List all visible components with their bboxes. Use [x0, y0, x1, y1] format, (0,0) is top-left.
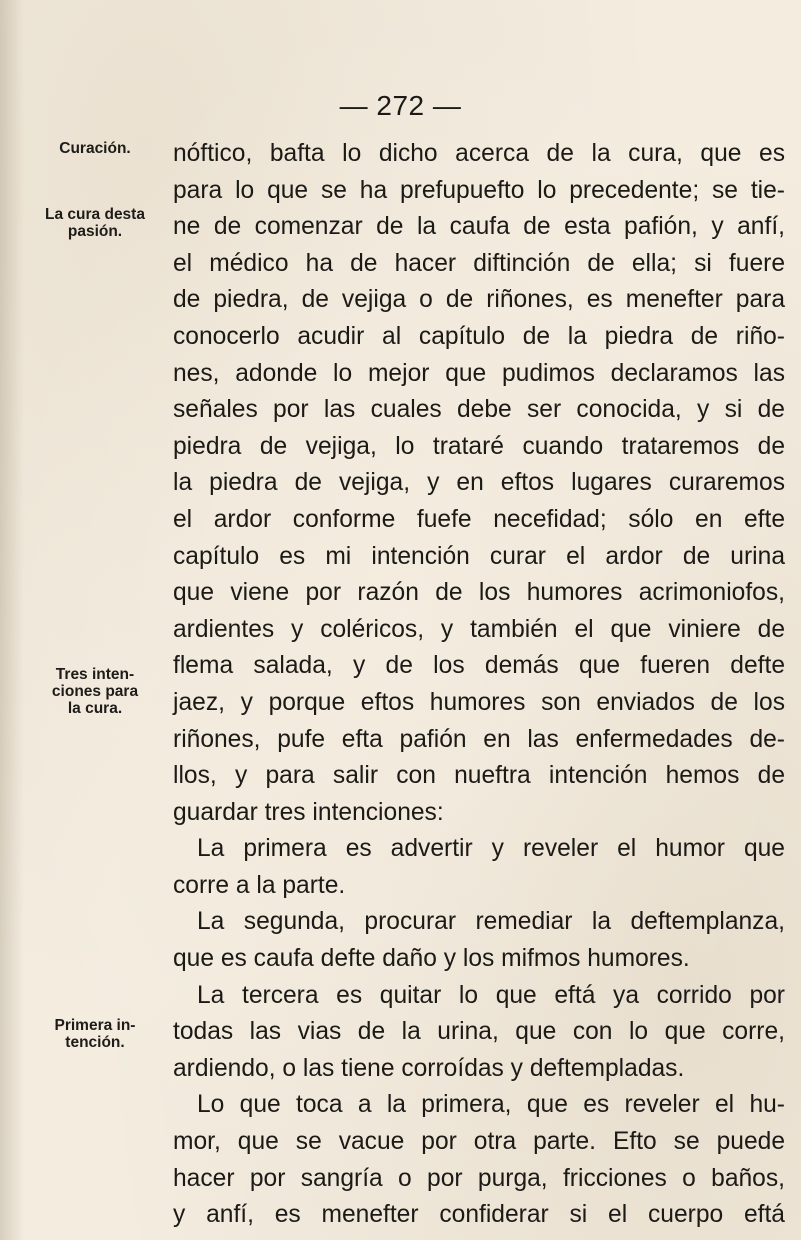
body-line: guardar tres intenciones:	[173, 798, 444, 826]
page-edge-shadow	[0, 0, 24, 1240]
body-line: que es caufa defte daño y los mifmos humores.	[173, 945, 690, 973]
body-text	[173, 136, 785, 1234]
body-line: capítulo es mi intención curar el ardor de urina	[173, 542, 785, 570]
body-line: piedra de vejiga, lo trataré cuando trataremos de	[173, 432, 785, 460]
margin-note-curacion	[30, 140, 160, 157]
margin-note-primera-intencion	[30, 1017, 160, 1051]
body-line: La segunda, procurar remediar la deftemplanza,	[197, 908, 785, 936]
margin-note-line: Primera in-	[54, 1017, 136, 1034]
body-line: jaez, y porque eftos humores son enviados de los	[173, 688, 785, 716]
body-line: flema salada, y de los demás que fueren defte	[173, 652, 785, 680]
body-line: riñones, pufe efta pafión en las enfermedades de-	[173, 725, 785, 753]
margin-note-tres-intenciones	[30, 666, 160, 717]
body-line: nóftico, bafta lo dicho acerca de la cura, que es	[173, 140, 785, 167]
body-line: todas las vias de la urina, que con lo que corre,	[173, 1018, 785, 1046]
body-line: que viene por razón de los humores acrimoniofos,	[173, 579, 785, 607]
body-line: conocerlo acudir al capítulo de la piedra de riño-	[173, 322, 785, 350]
margin-note-line: pasión.	[67, 223, 123, 240]
body-line: el ardor conforme fuefe necefidad; sólo en efte	[173, 505, 785, 533]
body-line: La primera es advertir y reveler el humor que	[197, 835, 785, 863]
body-line: la piedra de vejiga, y en eftos lugares curaremos	[173, 469, 785, 497]
body-line: llos, y para salir con nueftra intención hemos de	[173, 762, 785, 790]
margin-note-line: Tres inten-	[55, 666, 135, 683]
body-line: ne de comenzar de la caufa de esta pafión, y anfí,	[173, 213, 785, 241]
body-line: nes, adonde lo mejor que pudimos declaramos las	[173, 359, 785, 387]
body-line: hacer por sangría o por purga, fricciones o baños,	[173, 1164, 785, 1192]
body-line: señales por las cuales debe ser conocida, y si de	[173, 396, 785, 424]
body-line: La tercera es quitar lo que eftá ya corrido por	[197, 981, 785, 1009]
body-line: el médico ha de hacer diftinción de ella; si fuere	[173, 249, 785, 277]
body-line: ardiendo, o las tiene corroídas y deftempladas.	[173, 1054, 685, 1082]
body-line: mor, que se vacue por otra parte. Efto se puede	[173, 1128, 785, 1156]
body-line: ardientes y coléricos, y también el que viniere de	[173, 615, 785, 643]
body-line: corre a la parte.	[173, 871, 346, 899]
body-line: de piedra, de vejiga o de riñones, es menefter para	[173, 286, 785, 314]
page-number: — 272 —	[339, 90, 462, 121]
margin-note-line: ciones para	[51, 683, 139, 700]
margin-note-line: tención.	[65, 1034, 125, 1051]
body-line: para lo que se ha prefupuefto lo precedente; se tie-	[173, 176, 785, 204]
body-line: y anfí, es menefter confiderar si el cuerpo eftá	[173, 1201, 785, 1229]
margin-note-line: Curación.	[59, 140, 131, 157]
body-line: Lo que toca a la primera, que es reveler el hu-	[197, 1091, 785, 1119]
margin-note-cura-pasion	[30, 206, 160, 240]
margin-note-line: La cura desta	[45, 206, 145, 223]
margin-note-line: la cura.	[67, 700, 123, 717]
